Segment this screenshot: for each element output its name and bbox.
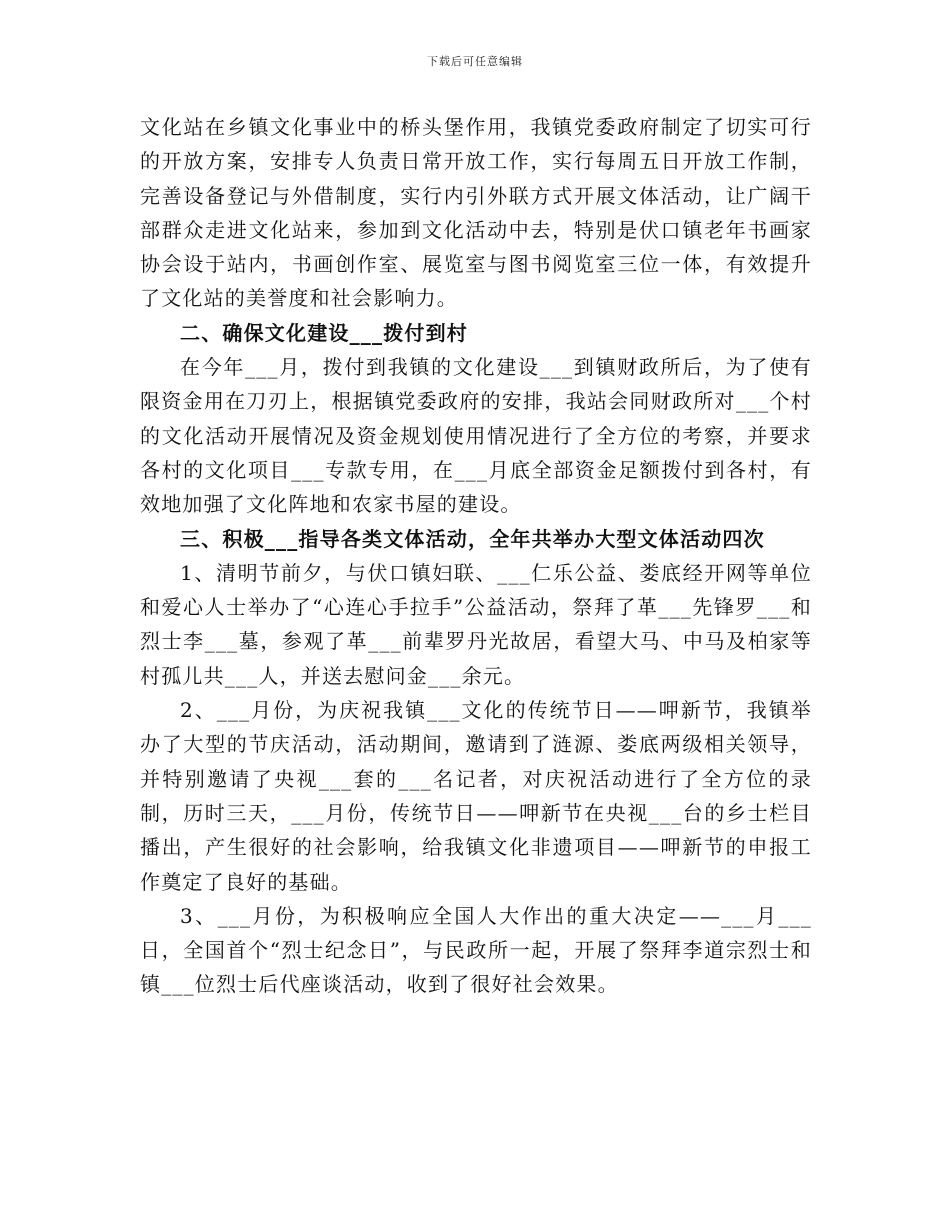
document-body <box>140 110 812 1002</box>
page-header: 下载后可任意编辑 <box>427 55 523 68</box>
paragraph-funding: 在今年___月，拨付到我镇的文化建设___到镇财政所后，为了使有限资金用在刀刃上，根据镇党委政府的安排，我站会同财政所对___个村的文化活动开展情况及资金规划使用情况进行了全方位的考察，并要求各村的文化项目___专款专用，在___月底全部资金足额拨付到各村，有效地加强了文化阵地和农家书屋的建设。 <box>140 355 812 517</box>
paragraph-item-3: 3、___月份，为积极响应全国人大作出的重大决定——___月___日，全国首个“烈士纪念日”，与民政所一起，开展了祭拜李道宗烈士和镇___位烈士后代座谈活动，收到了很好社会效果。 <box>140 903 812 997</box>
paragraph-culture-station: 文化站在乡镇文化事业中的桥头堡作用，我镇党委政府制定了切实可行的开放方案，安排专人负责日常开放工作，实行每周五日开放工作制，完善设备登记与外借制度，实行内引外联方式开展文体活动，让广阔干部群众走进文化站来，参加到文化活动中去，特别是伏口镇老年书画家协会设于站内，书画创作室、展览室与图书阅览室三位一体，有效提升了文化站的美誉度和社会影响力。 <box>140 115 812 311</box>
section-heading-three: 三、积极___指导各类文体活动，全年共举办大型文体活动四次 <box>180 526 765 551</box>
paragraph-item-2: 2、___月份，为庆祝我镇___文化的传统节日——呷新节，我镇举办了大型的节庆活动，活动期间，邀请到了涟源、娄底两级相关领导，并特别邀请了央视___套的___名记者，对庆祝活动进行了全方位的录制，历时三天，___月份，传统节日——呷新节在央视___台的乡士栏目播出，产生很好的社会影响，给我镇文化非遗项目——呷新节的申报工作奠定了良好的基础。 <box>140 698 812 894</box>
paragraph-item-1: 1、清明节前夕，与伏口镇妇联、___仁乐公益、娄底经开网等单位和爱心人士举办了“心连心手拉手”公益活动，祭拜了革___先锋罗___和烈士李___墓，参观了革___前辈罗丹光故居，看望大马、中马及柏家等村孤儿共___人，并送去慰问金___余元。 <box>140 560 812 688</box>
section-heading-two: 二、确保文化建设___拨付到村 <box>180 320 468 345</box>
